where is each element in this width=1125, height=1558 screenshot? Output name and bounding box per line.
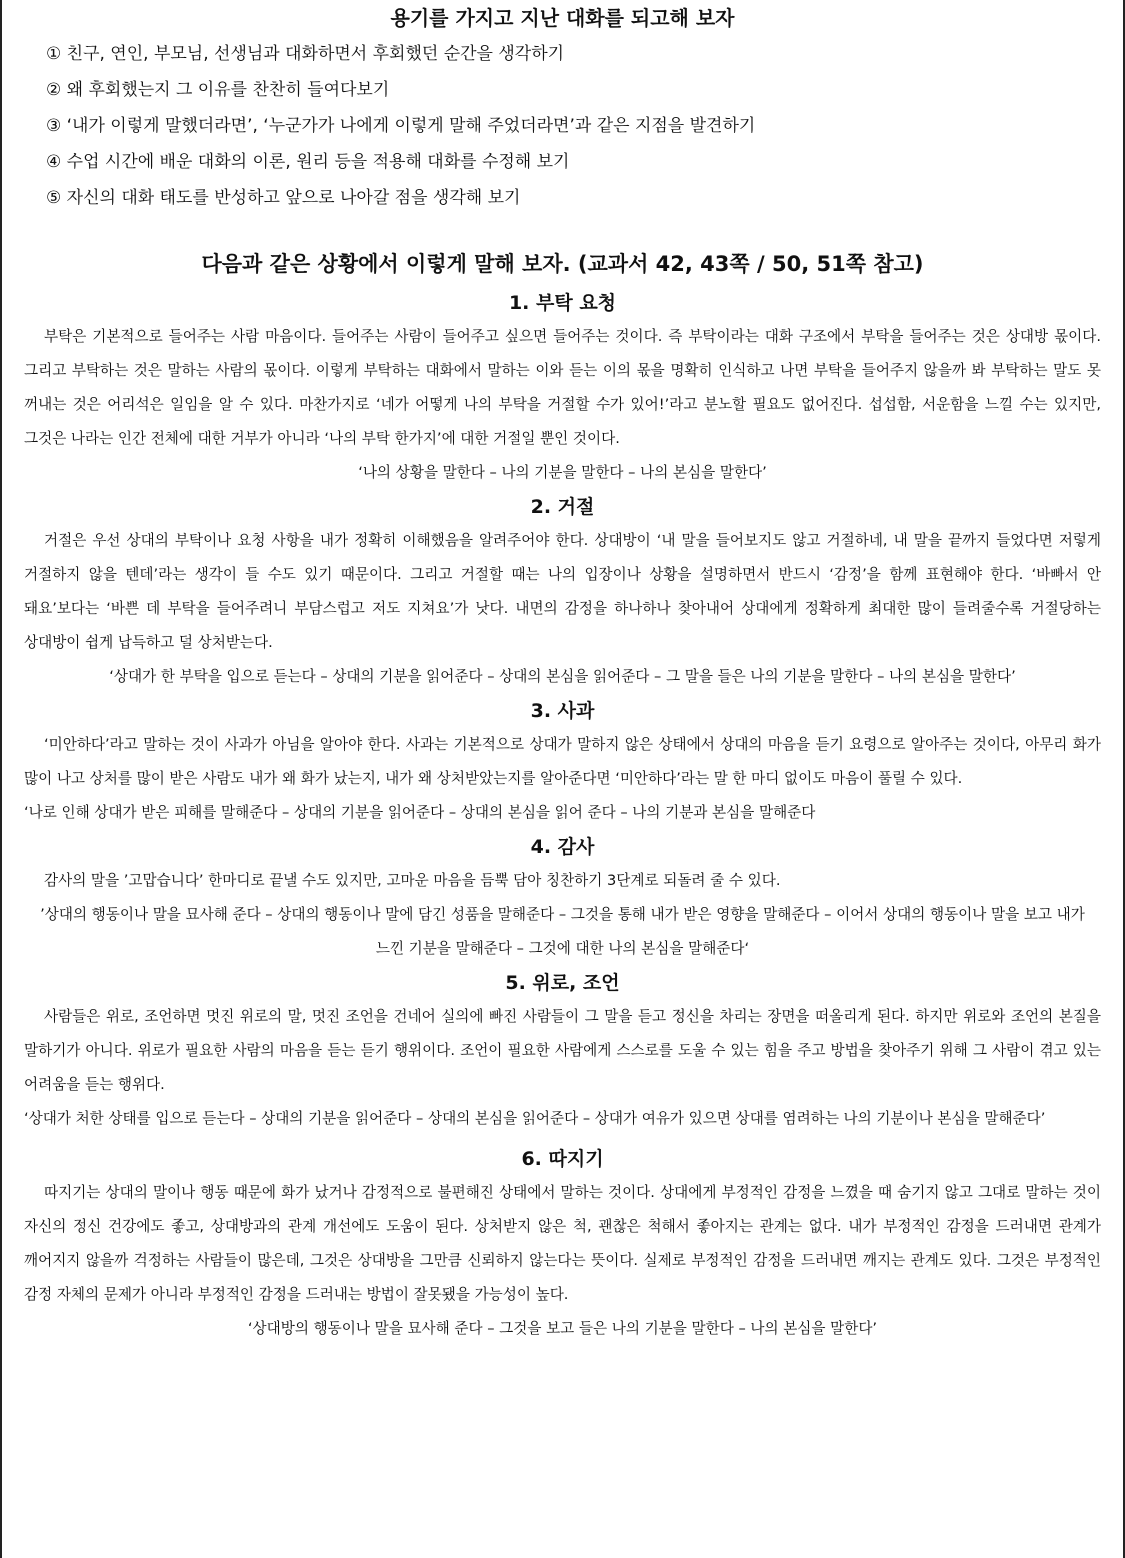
section-formula: ‘상대가 처한 상태를 입으로 듣는다 – 상대의 기분을 읽어준다 – 상대의 본심을 읽어준다 – 상대가 여유가 있으면 상대를 염려하는 나의 기분이나 본심을 말해준다’: [24, 1110, 1046, 1127]
section-body: 거절은 우선 상대의 부탁이나 요청 사항을 내가 정확히 이해했음을 알려주어야 한다. 상대방이 ‘내 말을 들어보지도 않고 거절하네, 내 말을 끝까지 들었다면 저렇게 거절하지 않을 텐데’라는 생각이 들 수도 있기 때문이다. 그리고 거절할 때는 나의 입장이나 상황을 설명하면서 반드시 ‘감정’을 함께 표현해야 한다. ‘바빠서 안 돼요’보다는 ‘바쁜 데 부탁을 들어주려니 부담스럽고 저도 지쳐요’가 낫다. 내면의 감정을 하나하나 찾아내어 상대에게 정확하게 최대한 많이 들려줄수록 거절당하는 상대방이 쉽게 납득하고 덜 상처받는다.: [24, 532, 1101, 651]
intro-title: 용기를 가지고 지난 대화를 되고해 보자: [390, 6, 735, 30]
section-heading: 6. 따지기: [521, 1148, 604, 1170]
step-item: ④ 수업 시간에 배운 대화의 이론, 원리 등을 적용해 대화를 수정해 보기: [46, 152, 570, 172]
section-heading: 5. 위로, 조언: [505, 972, 620, 994]
section-heading: 4. 감사: [530, 836, 595, 858]
section-body: 따지기는 상대의 말이나 행동 때문에 화가 났거나 감정적으로 불편해진 상태에서 말하는 것이다. 상대에게 부정적인 감정을 느꼈을 때 숨기지 않고 그대로 말하는 것이 자신의 정신 건강에도 좋고, 상대방과의 관계 개선에도 도움이 된다. 상처받지 않은 척, 괜찮은 척해서 좋아지는 관계는 없다. 내가 부정적인 감정을 드러내면 관계가 깨어지지 않을까 걱정하는 사람들이 많은데, 그것은 상대방을 그만큼 신뢰하지 않는다는 뜻이다. 실제로 부정적인 감정을 드러내면 깨지는 관계도 있다. 그것은 부정적인 감정 자체의 문제가 아니라 부정적인 감정을 드러내는 방법이 잘못됐을 가능성이 높다.: [24, 1184, 1101, 1303]
section-body: 부탁은 기본적으로 들어주는 사람 마음이다. 들어주는 사람이 들어주고 싶으면 들어주는 것이다. 즉 부탁이라는 대화 구조에서 부탁을 들어주는 것은 상대방 몫이다. 그리고 부탁하는 것은 말하는 사람의 몫이다. 이렇게 부탁하는 대화에서 말하는 이와 듣는 이의 몫을 명확히 인식하고 나면 부탁을 들어주지 않을까 봐 부탁하는 말도 못 꺼내는 것은 어리석은 일임을 알 수 있다. 마찬가지로 ‘네가 어떻게 나의 부탁을 거절할 수가 있어!’라고 분노할 필요도 없어진다. 섭섭함, 서운함을 느낄 수는 있지만, 그것은 나라는 인간 전체에 대한 거부가 아니라 ‘나의 부탁 한가지’에 대한 거절일 뿐인 것이다.: [24, 328, 1101, 447]
section-confront: [24, 1142, 1101, 1346]
section-formula: ‘상대방의 행동이나 말을 묘사해 준다 – 그것을 보고 들은 나의 기분을 말한다 – 나의 본심을 말한다’: [247, 1320, 878, 1337]
section-apology: [24, 694, 1101, 830]
section-formula: ‘나의 상황을 말한다 – 나의 기분을 말한다 – 나의 본심을 말한다’: [358, 464, 767, 481]
section-comfort-advice: [24, 966, 1101, 1136]
section-formula: ‘상대가 한 부탁을 입으로 듣는다 – 상대의 기분을 읽어준다 – 상대의 본심을 읽어준다 – 그 말을 들은 나의 기분을 말한다 – 나의 본심을 말한다’: [109, 668, 1016, 685]
section-body: 감사의 말을 ’고맙습니다’ 한마디로 끝낼 수도 있지만, 고마운 마음을 듬뿍 담아 칭찬하기 3단계로 되돌려 줄 수 있다.: [44, 872, 781, 889]
section-heading: 1. 부탁 요청: [508, 292, 617, 314]
section-heading: 2. 거절: [530, 496, 595, 518]
step-item: ② 왜 후회했는지 그 이유를 찬찬히 들여다보기: [46, 80, 390, 100]
section-refusal: [24, 490, 1101, 694]
step-item: ⑤ 자신의 대화 태도를 반성하고 앞으로 나아갈 점을 생각해 보기: [46, 188, 521, 208]
main-title: 다음과 같은 상황에서 이렇게 말해 보자. (교과서 42, 43쪽 / 50, 51쪽 참고): [201, 252, 924, 276]
section-formula: ’상대의 행동이나 말을 묘사해 준다 – 상대의 행동이나 말에 담긴 성품을 말해준다 – 그것을 통해 내가 받은 영향을 말해준다 – 이어서 상대의 행동이나 말을 보고 내가 느낀 기분을 말해준다 – 그것에 대한 나의 본심을 말해준다‘: [40, 906, 1085, 957]
step-item: ① 친구, 연인, 부모님, 선생님과 대화하면서 후회했던 순간을 생각하기: [46, 44, 565, 64]
section-request: [24, 286, 1101, 490]
section-body: 사람들은 위로, 조언하면 멋진 위로의 말, 멋진 조언을 건네어 실의에 빠진 사람들이 그 말을 듣고 정신을 차리는 장면을 떠올리게 된다. 하지만 위로와 조언의 본질을 말하기가 아니다. 위로가 필요한 사람의 마음을 듣는 듣기 행위이다. 조언이 필요한 사람에게 스스로를 도울 수 있는 힘을 주고 방법을 찾아주기 위해 그 사람이 겪고 있는 어려움을 듣는 행위다.: [24, 1008, 1101, 1093]
intro-steps: [24, 42, 1101, 222]
section-formula: ‘나로 인해 상대가 받은 피해를 말해준다 – 상대의 기분을 읽어준다 – 상대의 본심을 읽어 준다 – 나의 기분과 본심을 말해준다: [24, 804, 816, 821]
section-body: ‘미안하다’라고 말하는 것이 사과가 아님을 알아야 한다. 사과는 기본적으로 상대가 말하지 않은 상태에서 상대의 마음을 듣기 요령으로 알아주는 것이다, 아무리 화가 많이 나고 상처를 많이 받은 사람도 내가 왜 화가 났는지, 내가 왜 상처받았는지를 알아준다면 ‘미안하다’라는 말 한 마디 없이도 마음이 풀릴 수 있다.: [24, 736, 1101, 787]
step-item: ③ ‘내가 이렇게 말했더라면’, ‘누군가가 나에게 이렇게 말해 주었더라면’과 같은 지점을 발견하기: [46, 116, 756, 136]
section-heading: 3. 사과: [530, 700, 595, 722]
section-thanks: [24, 830, 1101, 966]
